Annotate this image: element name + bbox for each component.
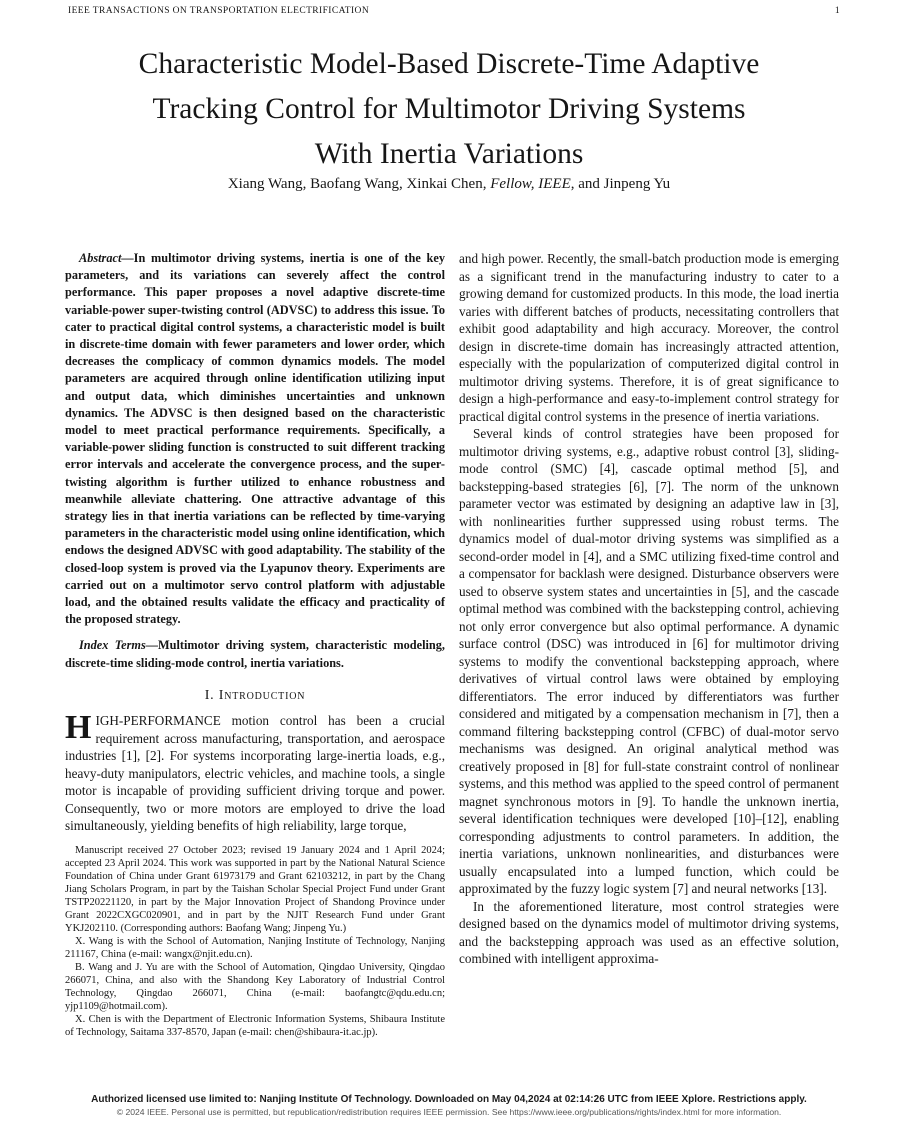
footnote-affiliation-x-wang: X. Wang is with the School of Automation, Nanjing Institute of Technology, Nanjing 211167, China (e-mail: wangx@njit.edu.cn). <box>65 935 445 960</box>
page-footer <box>0 1094 898 1117</box>
authors-fellow-designation: Fellow, IEEE <box>490 176 571 192</box>
intro-paragraph-continuation: and high power. Recently, the small-batch production mode is emerging as a significant trend in the manufacturing industry to cater to a growing demand for customized products. In this mode, the load inertia varies with different batches of products, necessitating controllers that exhibit good adaptability and high accuracy. Moreover, the control design in discrete-time domain has increasingly attracted attention, especially with the popularization of computerized digital control in multimotor driving systems. Therefore, it is of great significance to design a high-performance and easy-to-implement control strategy for practical digital control systems in the presence of inertia variations. <box>459 251 839 424</box>
first-page-footnotes <box>65 844 445 1039</box>
intro-dropcap: H <box>65 709 92 747</box>
abstract-label: Abstract— <box>79 251 134 265</box>
right-column <box>459 250 839 1088</box>
paper-title-line-3: With Inertia Variations <box>314 138 584 170</box>
footnote-affiliation-x-chen: X. Chen is with the Department of Electronic Information Systems, Shibaura Institute of Technology, Saitama 337-8570, Japan (e-mail: chen@shibaura-it.ac.jp). <box>65 1013 445 1038</box>
authors-names: Xiang Wang, Baofang Wang, Xinkai Chen, <box>227 176 491 192</box>
paper-title-line-2: Tracking Control for Multimotor Driving Systems <box>152 93 746 125</box>
intro-paragraph-text: IGH-PERFORMANCE motion control has been a crucial requirement across manufacturing, transportation, and aerospace industries [1], [2]. For systems incorporating large-inertia loads, e.g., heavy-duty manipulators, electric vehicles, and machine tools, a single motor is incapable of providing sufficient driving torque and power. Consequently, two or more motors are employed to drive the load simultaneously, yielding benefits of high reliability, large torque, <box>65 713 445 834</box>
index-terms-text: Multimotor driving system, characteristic modeling, discrete-time sliding-mode control, inertia variations. <box>65 638 445 670</box>
authors-names-cont: , and Jinpeng Yu <box>570 176 671 192</box>
left-column <box>65 250 445 1088</box>
page-number: 1 <box>834 6 840 16</box>
index-terms-label: Index Terms— <box>79 638 159 653</box>
footnote-manuscript: Manuscript received 27 October 2023; revised 19 January 2024 and 1 April 2024; accepted 23 April 2024. This work was supported in part by the National Natural Science Foundation of China under Grant 61973179 and Grant 62103212, in part by the Chang Jiang Scholars Program, in part by the Taishan Scholar Special Project Fund under Grant TSTP20221120, in part by the Major Innovation Project of Shandong Province under Grant 2022CXGC020901, and in part by the NJIT Research Fund under Grant YKJ202110. (Corresponding authors: Baofang Wang; Jinpeng Yu.) <box>65 844 445 934</box>
section-heading-introduction: I. Introduction <box>204 687 306 703</box>
literature-summary-paragraph: In the aforementioned literature, most control strategies were designed based on the dynamics model of multimotor driving systems, and the backstepping approach was used as an effective solution, combined with intelligent approxima- <box>459 898 839 966</box>
index-terms-paragraph <box>65 637 445 671</box>
abstract-text: In multimotor driving systems, inertia is one of the key parameters, and its variations can severely affect the control performance. This paper proposes a novel adaptive discrete-time variable-power super-twisting control (ADVSC) to address this issue. To cater to practical digital control systems, a characteristic model is built in discrete-time domain with fewer parameters and lower order, which decreases the complicacy of common dynamics models. The model parameters are acquired through online identification utilizing input and output data, which diminishes uncertainties and unknown dynamics. The ADVSC is then designed based on the characteristic model to meet practical performance requirements. Specifically, a variable-power sliding function is constructed to suit different tracking error intervals and accelerate the convergence process, and the super-twisting algorithm is further utilized to enhance robustness and meanwhile alleviate chattering. One attractive advantage of this strategy lies in that inertia variations can be reflected by time-varying parameters in the characteristic model using online identification, which endows the designed ADVSC with good adaptability. The stability of the closed-loop system is proved via the Lyapunov theory. Experiments are carried out on a multimotor servo control platform with adjustable load, and the obtained results validate the efficacy and practicality of the proposed strategy. <box>65 251 445 627</box>
authors-line <box>49 176 849 193</box>
paper-title <box>49 42 849 177</box>
related-work-paragraph: Several kinds of control strategies have been proposed for multimotor driving systems, e.g., adaptive robust control [3], sliding-mode control (SMC) [4], cascade optimal method [5], and backstepping-based strategies [6], [7]. The norm of the unknown parameter vector was estimated by designing an adaptive law in [3], with nonlinearities further suppressed using robust terms. The dynamics model of dual-motor driving systems was simplified as a second-order model in [4], and a SMC utilizing fixed-time control and a compensator for backlash were designed. Disturbance observers were used to observe system states and uncertainties in [5], and the cascade optimal method was combined with the backstepping control, achieving not only error convergence but also optimal performance. A dynamic surface control (DSC) was introduced in [6] for multimotor driving systems to modify the conventional backstepping approach, where derivatives of virtual control laws were obtained by employing differentiators. The error induced by differentiators was further considered and mitigated by a compensation mechanism in [7], then a command filtering backstepping control (CFBC) of dual-motor servo mechanisms was designed. An original analytical method was creatively proposed in [8] for full-state constraint control of nonlinear systems, and this method was applied to the speed control of permanent magnet synchronous motors in [9]. To handle the unknown inertia, several identification techniques were developed [10]–[12], enabling corresponding adjustments to control parameters. In addition, the inertia variations, unknown nonlinearities, and disturbances were usually encapsulated into a lumped function, which could be approximated by the fuzzy logic system [7] and neural networks [13]. <box>459 426 839 896</box>
running-head <box>68 6 840 16</box>
two-column-body <box>65 250 839 1088</box>
paper-title-line-1: Characteristic Model-Based Discrete-Time Adaptive <box>138 48 760 80</box>
intro-first-paragraph <box>65 709 445 835</box>
footer-copyright-line: © 2024 IEEE. Personal use is permitted, but republication/redistribution requires IEEE permission. See https://www.ieee.org/publications/rights/index.html for more information. <box>116 1107 782 1117</box>
abstract-paragraph <box>65 250 445 628</box>
footer-authorized-line: Authorized licensed use limited to: Nanjing Institute Of Technology. Downloaded on May 04,2024 at 02:14:26 UTC from IEEE Xplore. Restrictions apply. <box>91 1094 807 1105</box>
journal-name: IEEE TRANSACTIONS ON TRANSPORTATION ELECTRIFICATION <box>68 6 370 16</box>
footnote-affiliation-b-wang-j-yu: B. Wang and J. Yu are with the School of Automation, Qingdao University, Qingdao 266071, China, and also with the Shandong Key Laboratory of Industrial Control Technology, Qingdao 266071, China (e-mail: baofangtc@qdu.edu.cn; yjp1109@hotmail.com). <box>65 961 445 1012</box>
